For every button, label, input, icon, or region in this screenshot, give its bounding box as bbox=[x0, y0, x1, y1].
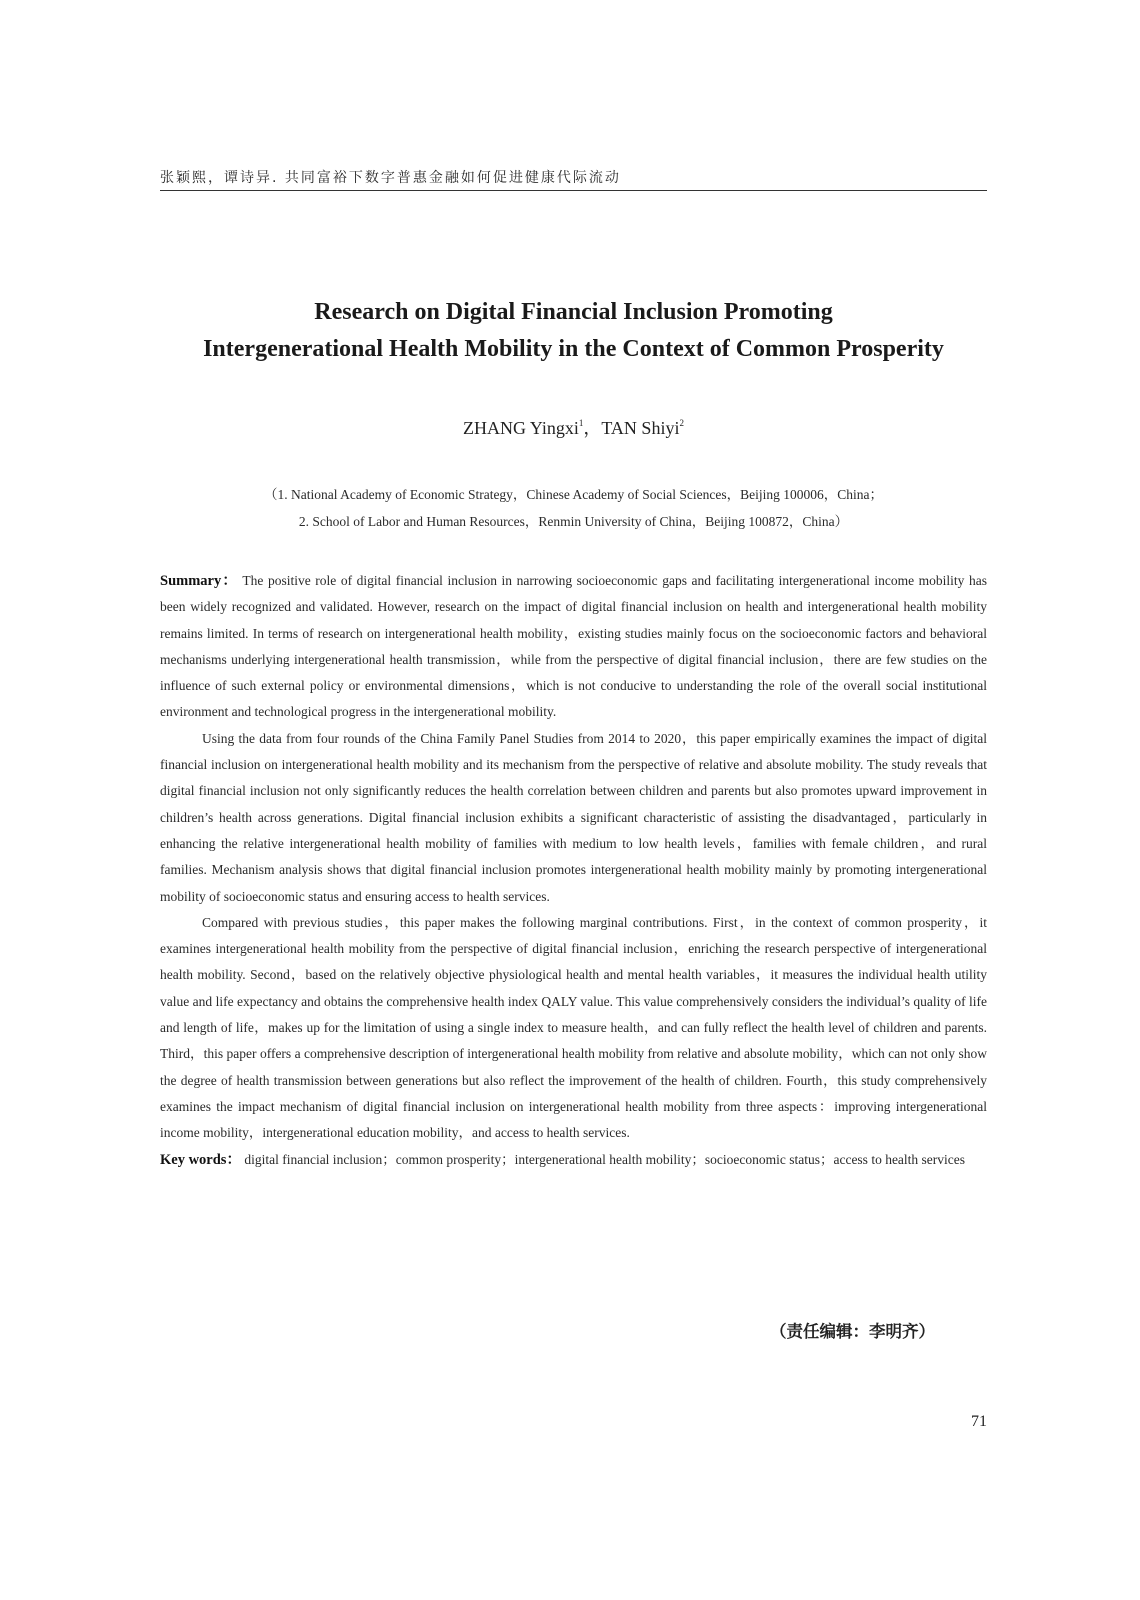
editor-note: （责任编辑：李明齐） bbox=[770, 1322, 935, 1341]
affiliation-line-2: 2. School of Labor and Human Resources，Renmin University of China，Beijing 100872，China） bbox=[298, 514, 849, 529]
keywords-label: Key words： bbox=[160, 1151, 241, 1168]
header-rule bbox=[160, 190, 987, 191]
keywords-paragraph bbox=[160, 1147, 987, 1173]
affiliation-marker: 2 bbox=[679, 418, 684, 428]
author-name: TAN Shiyi bbox=[601, 418, 680, 438]
author-list bbox=[160, 414, 987, 440]
summary-label: Summary： bbox=[160, 573, 239, 589]
affiliation-line-1: （1. National Academy of Economic Strategy，Chinese Academy of Social Sciences，Beijing 100006，China； bbox=[264, 487, 883, 502]
author-name: ZHANG Yingxi bbox=[463, 418, 579, 438]
running-header: 张颖熙，谭诗异. 共同富裕下数字普惠金融如何促进健康代际流动 bbox=[160, 170, 621, 186]
summary-text: The positive role of digital financial inclusion in narrowing socioeconomic gaps and facilitating intergenerational income mobility has been widely recognized and validated. However, research on the impact of digital financial inclusion on health and intergenerational health mobility remains limited. In terms of research on intergenerational health mobility，existing studies mainly focus on the socioeconomic factors and behavioral mechanisms underlying intergenerational health transmission，while from the perspective of digital financial inclusion，there are few studies on the influence of such external policy or environmental dimensions，which is not conducive to understanding the role of the overall social institutional environment and technological progress in the intergenerational mobility. bbox=[160, 573, 987, 720]
abstract-paragraph-3: Compared with previous studies，this paper makes the following marginal contributions. First，in the context of common prosperity，it examines intergenerational health mobility from the perspective of digital financial inclusion，enriching the research perspective of intergenerational health mobility. Second，based on the relatively objective physiological health and mental health variables，it measures the individual health utility value and life expectancy and obtains the comprehensive health index QALY value. This value comprehensively considers the individual’s quality of life and length of life，makes up for the limitation of using a single index to measure health，and can fully reflect the health level of children and parents. Third，this paper offers a comprehensive description of intergenerational health mobility from relative and absolute mobility，which can not only show the degree of health transmission between generations but also reflect the improvement of the health of children. Fourth，this study comprehensively examines the impact mechanism of digital financial inclusion on intergenerational health mobility from three aspects：improving intergenerational income mobility，intergenerational education mobility，and access to health services. bbox=[160, 914, 987, 1141]
title-line-1: Research on Digital Financial Inclusion Promoting bbox=[314, 299, 833, 325]
keywords-text: digital financial inclusion；common prosperity；intergenerational health mobility；socioeconomic status；access to health services bbox=[240, 1151, 966, 1167]
title-line-2: Intergenerational Health Mobility in the Context of Common Prosperity bbox=[203, 336, 944, 362]
author-separator: ， bbox=[583, 418, 602, 438]
abstract-paragraph-2: Using the data from four rounds of the China Family Panel Studies from 2014 to 2020，this paper empirically examines the impact of digital financial inclusion on intergenerational health mobility and its mechanism from the perspective of relative and absolute mobility. The study reveals that digital financial inclusion not only significantly reduces the health correlation between children and parents but also promotes upward improvement in children’s health across generations. Digital financial inclusion exhibits a significant characteristic of assisting the disadvantaged，particularly in enhancing the relative intergenerational health mobility of families with medium to low health levels，families with female children，and rural families. Mechanism analysis shows that digital financial inclusion promotes intergenerational health mobility mainly by promoting intergenerational mobility of socioeconomic status and ensuring access to health services. bbox=[160, 730, 987, 904]
affiliation-marker: 1 bbox=[578, 418, 584, 428]
affiliations bbox=[160, 481, 987, 535]
abstract bbox=[160, 568, 987, 1173]
summary-paragraph bbox=[160, 568, 987, 726]
article-title bbox=[160, 294, 987, 368]
page-number: 71 bbox=[971, 1413, 987, 1430]
